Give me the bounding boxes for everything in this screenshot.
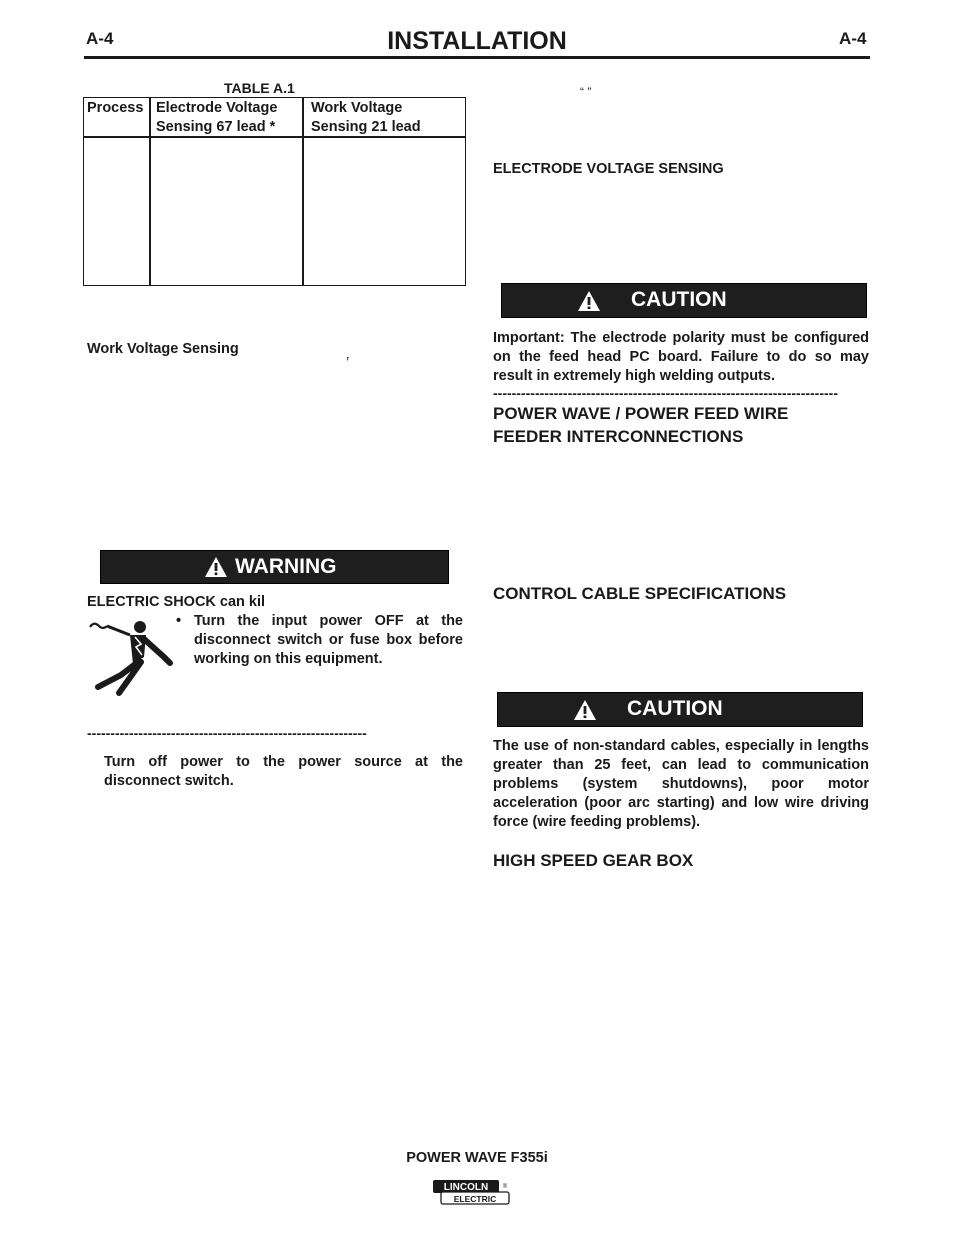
electric-shock-icon <box>86 617 176 697</box>
table-header-electrode-line2: Sensing 67 lead * <box>156 119 276 135</box>
stray-comma: ’ <box>346 355 350 371</box>
warning-triangle-icon <box>573 699 597 721</box>
warning-bar <box>100 550 449 584</box>
caution-text-1: Important: The electrode polarity must be configured on the feed head PC board. Failure to do so may result in extremely high welding outputs. <box>493 330 869 384</box>
footer-model: POWER WAVE F355i <box>406 1150 548 1166</box>
warning-label: WARNING <box>235 555 337 578</box>
table-a1 <box>83 97 466 286</box>
table-header-process: Process <box>87 100 144 116</box>
electric-shock-heading: ELECTRIC SHOCK can kil <box>87 594 266 610</box>
page-title: INSTALLATION <box>387 27 567 55</box>
page-number-right: A-4 <box>839 29 867 48</box>
lincoln-electric-logo <box>432 1179 510 1206</box>
table-header-work-line2: Sensing 21 lead <box>311 119 421 135</box>
interconnections-heading-line2: FEEDER INTERCONNECTIONS <box>493 427 744 446</box>
interconnections-heading <box>493 402 788 448</box>
table-header-electrode-line1: Electrode Voltage <box>156 100 278 116</box>
caution-label-1: CAUTION <box>631 288 727 311</box>
shock-instruction: Turn the input power OFF at the disconnect switch or fuse box before working on this equipment. <box>194 613 463 667</box>
logo-bottom-text: ELECTRIC <box>453 1194 497 1204</box>
logo-top-text: LINCOLN <box>443 1182 489 1193</box>
table-caption: TABLE A.1 <box>224 80 295 96</box>
gear-box-heading: HIGH SPEED GEAR BOX <box>493 851 694 870</box>
header-rule <box>84 56 870 59</box>
table-header-work <box>311 99 421 137</box>
table-col-divider-1 <box>149 98 151 285</box>
control-cable-heading: CONTROL CABLE SPECIFICATIONS <box>493 584 787 603</box>
work-voltage-heading: Work Voltage Sensing <box>87 341 239 357</box>
table-col-divider-2 <box>302 98 304 285</box>
page-number-left: A-4 <box>86 29 114 48</box>
quote-marks: “ ” <box>580 85 592 99</box>
caution-text-2: The use of non-standard cables, especially in lengths greater than 25 feet, can lead to communication problems (system shutdowns), poor motor acceleration (poor arc starting) and low wire driving force (wire feeding problems). <box>493 738 869 830</box>
warning-end-line: ------------------------------------------------------------ <box>87 725 367 741</box>
power-off-text: Turn off power to the power source at the disconnect switch. <box>104 754 463 789</box>
shock-bullet: • <box>176 613 182 629</box>
electrode-voltage-heading: ELECTRODE VOLTAGE SENSING <box>493 161 724 177</box>
caution-label-2: CAUTION <box>627 697 723 720</box>
interconnections-heading-line1: POWER WAVE / POWER FEED WIRE <box>493 404 789 423</box>
table-header-electrode <box>156 99 277 137</box>
warning-triangle-icon <box>204 556 228 578</box>
caution-bar-2 <box>497 692 863 727</box>
caution-end-line: -------------------------------------------------------------------------- <box>493 385 838 401</box>
table-header-work-line1: Work Voltage <box>311 100 403 116</box>
warning-triangle-icon <box>577 290 601 312</box>
logo-registered-mark: ® <box>502 1184 508 1190</box>
caution-bar-1 <box>501 283 867 318</box>
